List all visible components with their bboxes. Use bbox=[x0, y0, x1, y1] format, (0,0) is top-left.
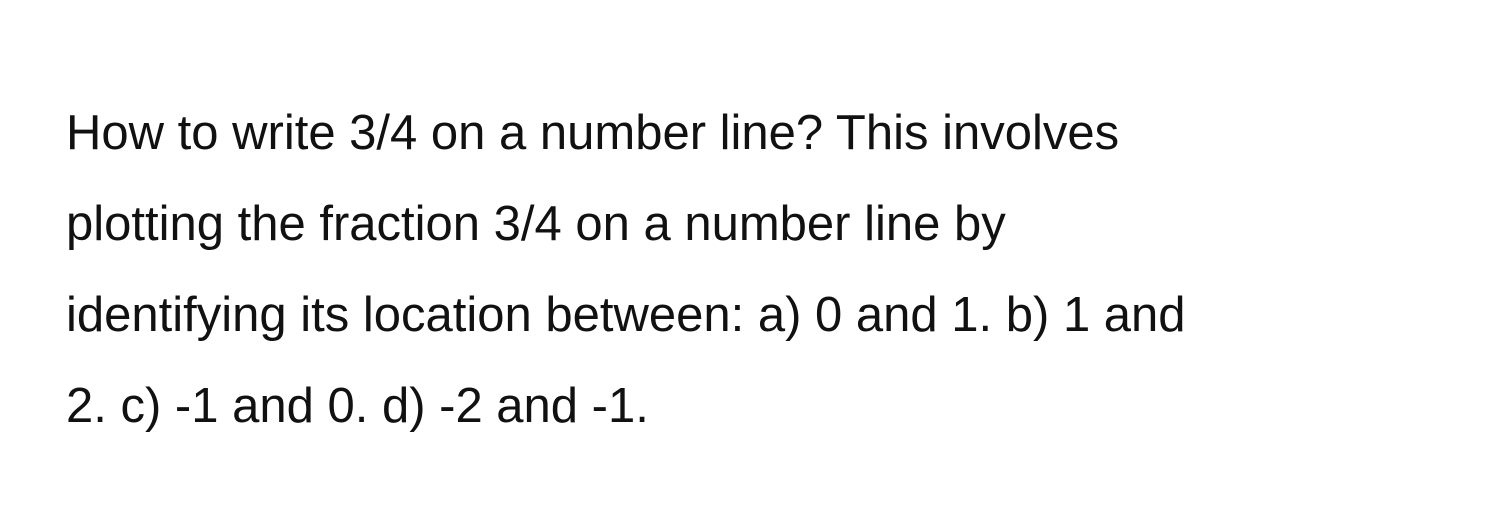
question-line: identifying its location between: a) 0 and 1. b) 1 and bbox=[66, 288, 1186, 342]
question-text bbox=[66, 88, 1446, 452]
question-line: plotting the fraction 3/4 on a number line by bbox=[66, 197, 1006, 251]
question-line: How to write 3/4 on a number line? This involves bbox=[66, 106, 1120, 160]
question-line: 2. c) -1 and 0. d) -2 and -1. bbox=[66, 379, 649, 433]
